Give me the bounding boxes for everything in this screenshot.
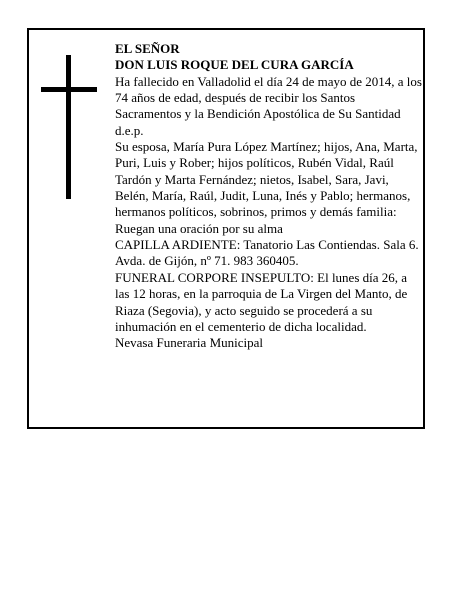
death-announcement: Ha fallecido en Valladolid el día 24 de mayo de 2014, a los 74 años de edad, después de recibir los Santos Sacramentos y la Bendición Apostólica de Su Santidad d.e.p. — [115, 73, 422, 138]
funeral-home: Nevasa Funeraria Municipal — [115, 335, 264, 351]
family-list: Su esposa, María Pura López Martínez; hijos, Ana, Marta, Puri, Luis y Rober; hijos políticos, Rubén Vidal, Raúl Tardón y Marta Fernández; nietos, Isabel, Sara, Javi, Belén, María, Raúl, Judit, Luna, Inés y Pablo; hermanos, hermanos políticos, sobrinos, primos y demás familia: — [115, 139, 418, 220]
cross-vertical-bar — [66, 55, 71, 199]
obituary-notice — [27, 28, 425, 429]
funeral-info: FUNERAL CORPORE INSEPULTO: El lunes día 26, a las 12 horas, en la parroquia de La Virgen del Manto, de Riaza (Segovia), y acto seguido se procederá a su inhumación en el cementerio de dicha localidad. — [115, 269, 408, 334]
deceased-name: DON LUIS ROQUE DEL CURA GARCÍA — [115, 57, 354, 73]
notice-text — [115, 41, 423, 352]
notice-title-line1: EL SEÑOR — [115, 41, 180, 56]
cross-icon — [41, 55, 97, 199]
chapel-info: CAPILLA ARDIENTE: Tanatorio Las Contiendas. Sala 6. Avda. de Gijón, nº 71. 983 360405. — [115, 237, 419, 269]
cross-horizontal-bar — [41, 87, 97, 92]
prayer-request: Ruegan una oración por su alma — [115, 220, 283, 236]
